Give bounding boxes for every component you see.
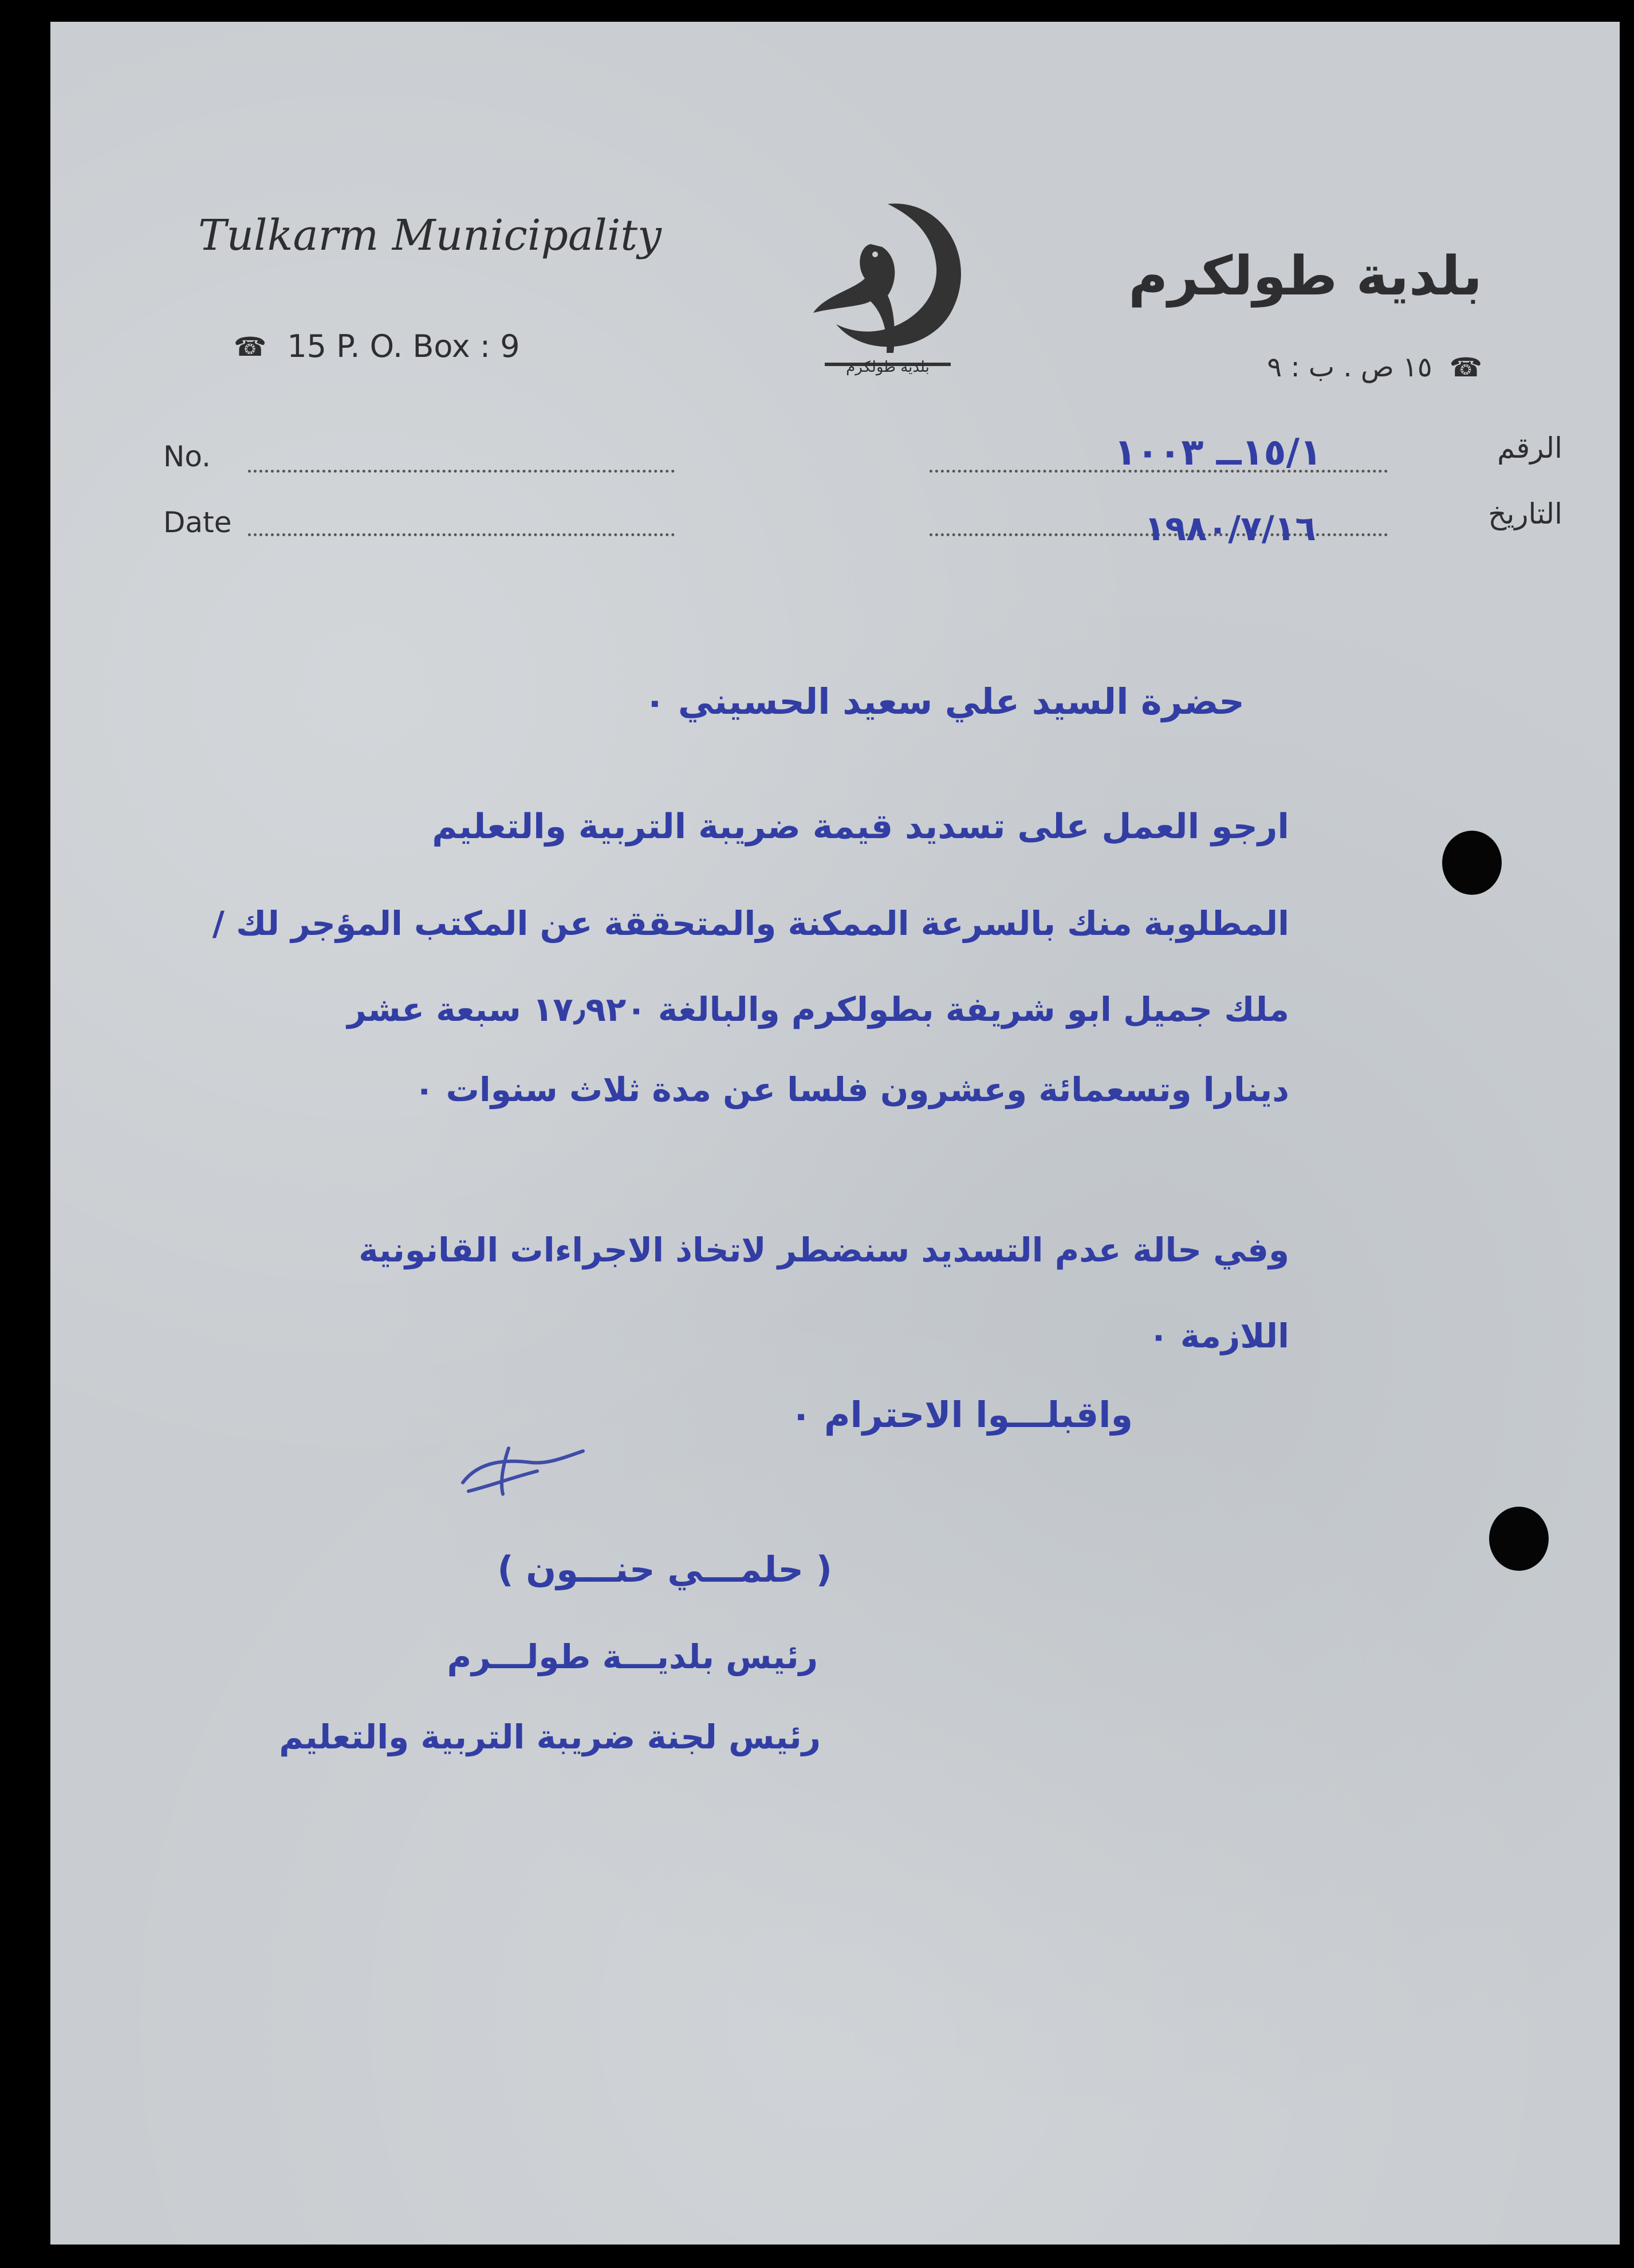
arabic-address: ١٥ ص . ب : ٩ [1267,351,1432,383]
signatory-name: ( حلمـــي حنـــون ) [497,1548,832,1590]
municipality-logo [802,192,974,387]
warning-line-2: اللازمة ٠ [1148,1316,1289,1355]
no-label: No. [163,440,211,473]
letter-date: ١٩٨٠/٧/١٦ [1144,509,1316,549]
date-label: Date [163,506,232,539]
english-municipality-name: Tulkarm Municipality [198,211,662,260]
punch-hole-upper [1442,831,1502,895]
addressee: حضرة السيد علي سعيد الحسيني ٠ [644,681,1245,722]
body-line-1: ارجو العمل على تسديد قيمة ضريبة التربية والتعليم [432,807,1289,847]
body-line-3: ملك جميل ابو شريفة بطولكرم والبالغة ١٧٫٩٢٠ سبعة عشر [347,990,1289,1029]
arabic-address-line [1267,351,1482,383]
body-line-4: دينارا وتسعمائة وعشرون فلسا عن مدة ثلاث سنوات ٠ [414,1070,1289,1109]
reference-number: ١٥/١ــ ١٠٠٣ [1114,431,1322,474]
warning-line-1: وفي حالة عدم التسديد سنضطر لاتخاذ الاجراءات القانونية [359,1231,1289,1269]
date-dotted-line [248,533,675,536]
telephone-icon-arabic: ☎ [1449,352,1482,383]
no-dotted-line [248,470,675,473]
punch-hole-lower [1489,1507,1549,1571]
arabic-municipality-name: بلدية طولكرم [1128,245,1482,308]
closing: واقبلـــوا الاحترام ٠ [790,1394,1133,1436]
arabic-no-label: الرقم [1497,431,1562,465]
letter-sheet [50,22,1620,2245]
signatory-title-1: رئيس بلديـــة طولـــرم [447,1637,818,1676]
english-address-line [234,328,520,364]
body-line-2: المطلوبة منك بالسرعة الممكنة والمتحققة عن المكتب المؤجر لك / [212,904,1289,943]
signatory-title-2: رئيس لجنة ضريبة التربية والتعليم [279,1717,821,1756]
handwritten-signature [446,1437,594,1506]
logo-caption: بلدية طولكرم [846,359,930,376]
english-address: 15 P. O. Box : 9 [287,328,520,364]
arabic-date-label: التاريخ [1488,497,1562,530]
telephone-icon: ☎ [234,331,267,362]
